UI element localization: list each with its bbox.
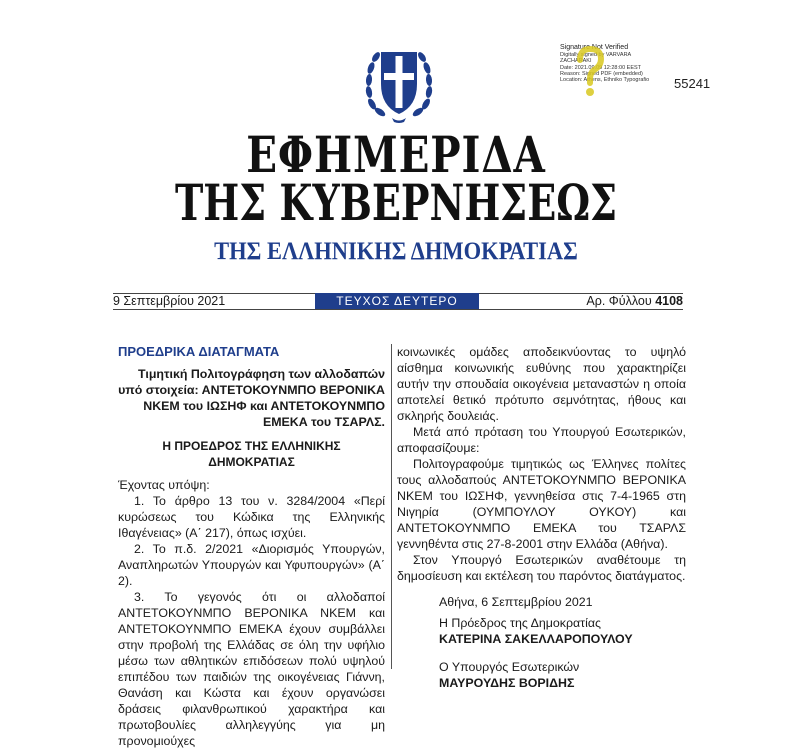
signature-status: Signature Not Verified — [560, 44, 629, 51]
issue-sheet-number — [586, 294, 683, 309]
signature-signer: Digitally signed by VARVARA ZACHARAKI — [560, 52, 631, 65]
signature-location: Location: Athens, Ethniko Typografio — [560, 77, 650, 84]
decree-title: Τιμητική Πολιτογράφηση των αλλοδαπών υπό στοιχεία: ΑΝΤΕΤΟΚΟΥΝΜΠΟ ΒΕΡΟΝΙΚΑ ΝΚΕΜ του ΙΩΣΗΦ και ΑΝΤΕΤΟΚΟΥΝΜΠΟ ΕΜΕΚΑ του ΤΣΑΡΛΣ. — [118, 367, 385, 429]
regard-item: 1. Το άρθρο 13 του ν. 3284/2004 «Περί κυρώσεως του Κώδικα της Ελληνικής Ιθαγένειας» (Α΄ 217), όπως ισχύει. — [118, 494, 385, 540]
right-column — [397, 344, 686, 691]
unverified-signature-question-icon[interactable] — [574, 46, 606, 98]
proposal-text: Μετά από πρόταση του Υπουργού Εσωτερικών, αποφασίζουμε: — [397, 425, 686, 455]
masthead-subtitle: ΤΗΣ ΕΛΛΗΝΙΚΗΣ ΔΗΜΟΚΡΑΤΙΑΣ — [214, 238, 578, 265]
issue-code: 55241 — [674, 76, 711, 91]
president-role: Η Πρόεδρος της Δημοκρατίας — [439, 616, 601, 630]
sheet-label: Αρ. Φύλλου — [586, 294, 652, 308]
president-heading: Η ΠΡΟΕΔΡΟΣ ΤΗΣ ΕΛΛΗΝΙΚΗΣ ΔΗΜΟΚΡΑΤΙΑΣ — [162, 439, 341, 469]
continuation-text: κοινωνικές ομάδες αποδεικνύοντας το υψηλό αίσθημα κοινωνικής ευθύνης που χαρακτηρίζει αυτήν την σπουδαία οικογένεια μεταναστών η οποία αποτελεί θετικό πρότυπο σεμνότητας, ήθους και σκληρής δουλειάς. — [397, 345, 686, 423]
decision-text: Πολιτογραφούμε τιμητικώς ως Έλληνες πολίτες τους αλλοδαπούς ΑΝΤΕΤΟΚΟΥΝΜΠΟ ΒΕΡΟΝΙΚΑ ΝΚΕΜ του ΙΩΣΗΦ, γεννηθείσα στις 7-4-1965 στη Νιγηρία (ΟΥΜΠΟΥΛΟΥ ΟΥΚΟΥ) και ΑΝΤΕΤΟΚΟΥΝΜΠΟ ΕΜΕΚΑ του ΤΣΑΡΛΣ γεννηθέντα στις 27-8-2001 στην Ελλάδα (Αθήνα). — [397, 457, 686, 551]
greek-coat-of-arms-icon — [362, 44, 436, 124]
signature-reason: Reason: Signed PDF (embedded) — [560, 70, 643, 77]
issue-bar-bottom-rule — [113, 309, 683, 310]
regard-item: 2. Το π.δ. 2/2021 «Διορισμός Υπουργών, Αναπληρωτών Υπουργών και Υφυπουργών» (Α΄ 2). — [118, 542, 385, 588]
left-column — [118, 344, 385, 749]
issue-info-bar — [113, 293, 683, 309]
having-regard: Έχοντας υπόψη: — [118, 478, 210, 492]
issue-date: 9 Σεπτεμβρίου 2021 — [113, 294, 226, 308]
place-date: Αθήνα, 6 Σεπτεμβρίου 2021 — [439, 595, 593, 609]
section-title: ΠΡΟΕΔΡΙΚΑ ΔΙΑΤΑΓΜΑΤΑ — [118, 344, 280, 359]
sheet-number: 4108 — [655, 294, 683, 308]
masthead-title-line1: ΕΦΗΜΕΡΙΔΑ — [246, 126, 546, 185]
issue-series-badge: ΤΕΥΧΟΣ ΔΕΥΤΕΡΟ — [315, 293, 479, 310]
president-name: ΚΑΤΕΡΙΝΑ ΣΑΚΕΛΛΑΡΟΠΟΥΛΟΥ — [439, 632, 633, 646]
publication-text: Στον Υπουργό Εσωτερικών αναθέτουμε τη δημοσίευση και εκτέλεση του παρόντος διατάγματος. — [397, 553, 686, 583]
masthead-title-line2: ΤΗΣ ΚΥΒΕΡΝΗΣΕΩΣ — [174, 174, 618, 233]
signature-date: Date: 2021.09.09 12:28:00 EEST — [560, 64, 642, 71]
regard-item: 3. Το γεγονός ότι οι αλλοδαποί ΑΝΤΕΤΟΚΟΥΝΜΠΟ ΒΕΡΟΝΙΚΑ ΝΚΕΜ και ΑΝΤΕΤΟΚΟΥΝΜΠΟ ΕΜΕΚΑ έχουν συμβάλλει στην προβολή της Ελλάδας σε όλη την υφήλιο μέσω των αθλητικών επιδόσεων πολύ υψηλού επιπέδου των παιδιών της οικογένειας Γιάννη, Θανάση και Κώστα και έχουν οργανώσει δράσεις φιλανθρωπικού χαρακτήρα και πρωτοβουλίες αλληλεγγύης για μη προνομιούχες — [118, 590, 385, 748]
minister-name: ΜΑΥΡΟΥΔΗΣ ΒΟΡΙΔΗΣ — [439, 676, 575, 690]
minister-role: Ο Υπουργός Εσωτερικών — [439, 660, 580, 674]
column-divider — [391, 344, 392, 669]
